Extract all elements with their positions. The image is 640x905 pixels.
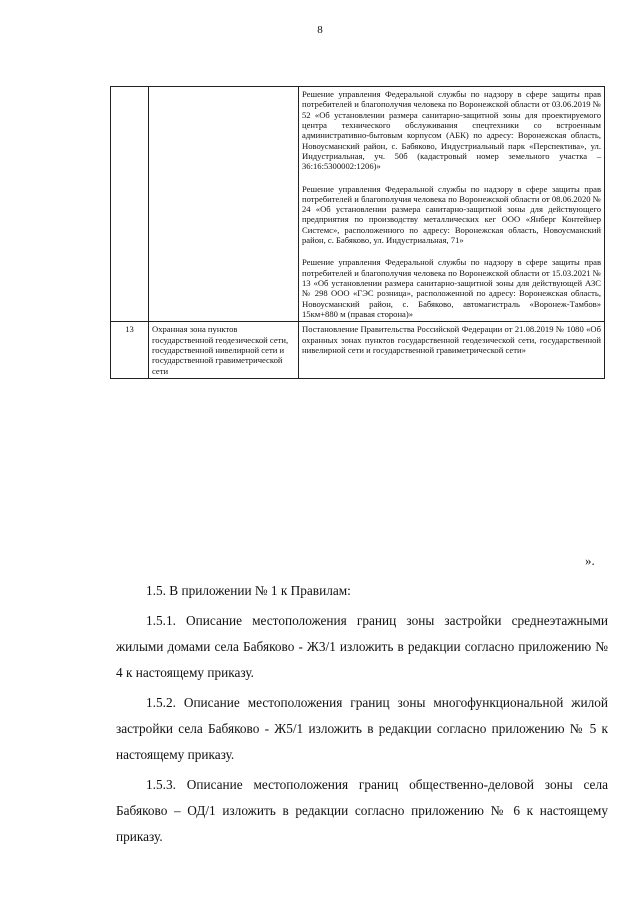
row-number-cell: 13 <box>111 322 149 379</box>
table-row <box>111 87 605 322</box>
decision-text: Решение управления Федеральной службы по надзору в сфере защиты прав потребителей и благополучия человека по Воронежской области от 08.06.2020 № 24 «Об установлении размера санитарно-защитной зоны для действующего предприятия по производству металлических кег ООО «Янберг Контейнер Системс», расположенного по адресу: Воронежская область, Новоусманский район, с. Бабяково, ул. Индустриальная, 71» <box>302 183 601 246</box>
paragraph: 1.5.2. Описание местоположения границ зоны многофункциональной жилой застройки села Бабяково - Ж5/1 изложить в редакции согласно приложению № 5 к настоящему приказу. <box>116 695 608 762</box>
zones-table <box>110 86 605 379</box>
row-number-cell <box>111 87 149 322</box>
amendments-text <box>116 578 608 854</box>
zone-name-cell <box>149 87 299 322</box>
table-row <box>111 322 605 379</box>
paragraph: 1.5.1. Описание местоположения границ зоны застройки среднеэтажными жилыми домами села Бабяково - Ж3/1 изложить в редакции согласно приложению № 4 к настоящему приказу. <box>116 613 608 680</box>
closing-quote: ». <box>585 553 595 568</box>
legal-acts-cell: Постановление Правительства Российской Федерации от 21.08.2019 № 1080 «Об охранных зонах пунктов государственной геодезической сети, государственной нивелирной сети и государственной гравиметрической сети» <box>299 322 605 379</box>
page-number: 8 <box>317 24 323 36</box>
paragraph: 1.5. В приложении № 1 к Правилам: <box>146 583 351 598</box>
zone-name-cell: Охранная зона пунктов государственной геодезической сети, государственной нивелирной сети и государственной гравиметрической сети <box>149 322 299 379</box>
legal-acts-cell <box>299 87 605 322</box>
paragraph: 1.5.3. Описание местоположения границ общественно-деловой зоны села Бабяково – ОД/1 изложить в редакции согласно приложению № 6 к настоящему приказу. <box>116 777 608 844</box>
decision-text: Решение управления Федеральной службы по надзору в сфере защиты прав потребителей и благополучия человека по Воронежской области от 03.06.2019 № 52 «Об установлении размера санитарно-защитной зоны для проектируемого центра технического обслуживания спецтехники со встроенным административно-бытовым корпусом (АБК) по адресу: Воронежская область, Новоусманский район, с. Бабяково, Индустриальный парк «Перспектива», ул. Индустриальная, уч. 50б (кадастровый номер земельного участка – 36:16:5300002:1206)» <box>302 89 601 172</box>
decision-text: Решение управления Федеральной службы по надзору в сфере защиты прав потребителей и благополучия человека по Воронежской области от 15.03.2021 № 13 «Об установлении размера санитарно-защитной зоны для действующей АЗС № 298 ООО «ГЭС розница», расположенной по адресу: Воронежская область, Новоусманский район, с. Бабяково, автомагистраль «Воронеж-Тамбов» 15км+880 м (правая сторона)» <box>302 257 601 319</box>
